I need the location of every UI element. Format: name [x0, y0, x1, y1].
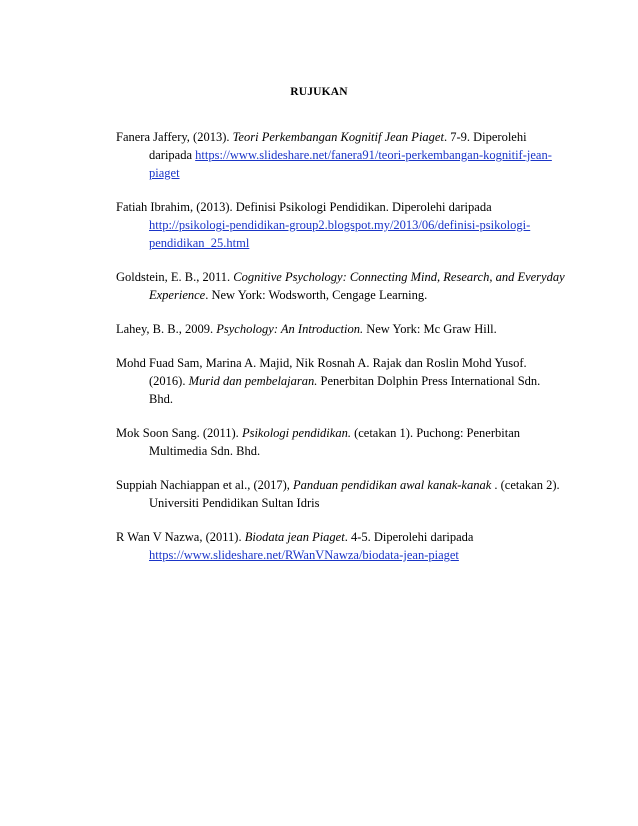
reference-text: Fanera Jaffery, (2013).	[116, 130, 233, 144]
reference-text: Multimedia Sdn. Bhd.	[149, 444, 261, 458]
reference-entry	[116, 320, 566, 338]
reference-text: Lahey, B. B., 2009.	[116, 322, 217, 336]
reference-line	[116, 390, 566, 408]
reference-entry	[116, 354, 566, 408]
reference-line	[116, 546, 566, 564]
page-title: RUJUKAN	[290, 86, 348, 98]
reference-link[interactable]: http://psikologi-pendidikan-group2.blogspot.my/2013/06/definisi-psikologi-	[149, 218, 531, 232]
reference-entry	[116, 128, 566, 182]
reference-text: daripada	[149, 148, 196, 162]
reference-line	[116, 146, 566, 164]
reference-text: Mohd Fuad Sam, Marina A. Majid, Nik Rosnah A. Rajak dan Roslin Mohd Yusof.	[116, 356, 527, 370]
reference-line	[116, 320, 566, 338]
reference-link[interactable]: https://www.slideshare.net/fanera91/teori-perkembangan-kognitif-jean-	[195, 148, 552, 162]
reference-text: New York: Mc Graw Hill.	[363, 322, 497, 336]
reference-line	[116, 216, 566, 234]
reference-title: Psychology: An Introduction.	[216, 322, 364, 336]
reference-entry	[116, 268, 566, 304]
reference-text: Suppiah Nachiappan et al., (2017),	[116, 478, 294, 492]
reference-line	[116, 164, 566, 182]
reference-line	[116, 234, 566, 252]
reference-text: R Wan V Nazwa, (2011).	[116, 530, 245, 544]
reference-line	[116, 198, 566, 216]
reference-line	[116, 354, 566, 372]
reference-title: Psikologi pendidikan.	[241, 426, 351, 440]
reference-text: Mok Soon Sang. (2011).	[116, 426, 242, 440]
reference-entry	[116, 424, 566, 460]
reference-line	[116, 442, 566, 460]
reference-list	[116, 128, 566, 580]
reference-text: Goldstein, E. B., 2011.	[116, 270, 234, 284]
reference-line	[116, 494, 566, 512]
reference-title: Teori Perkembangan Kognitif Jean Piaget	[232, 130, 444, 144]
reference-line	[116, 128, 566, 146]
reference-text: Universiti Pendidikan Sultan Idris	[149, 496, 320, 510]
reference-link[interactable]: https://www.slideshare.net/RWanVNawza/biodata-jean-piaget	[149, 548, 459, 562]
reference-title: Cognitive Psychology: Connecting Mind, Research, and Everyday	[233, 270, 565, 284]
reference-title: Experience	[149, 288, 206, 302]
reference-line	[116, 424, 566, 442]
reference-link[interactable]: piaget	[149, 166, 180, 180]
reference-entry	[116, 476, 566, 512]
reference-line	[116, 286, 566, 304]
reference-title: Panduan pendidikan awal kanak-kanak	[293, 478, 492, 492]
reference-text: Penerbitan Dolphin Press International Sdn.	[317, 374, 541, 388]
reference-entry	[116, 198, 566, 252]
reference-title: Murid dan pembelajaran.	[188, 374, 318, 388]
reference-text: Fatiah Ibrahim, (2013). Definisi Psikologi Pendidikan. Diperolehi daripada	[116, 200, 492, 214]
reference-text: Bhd.	[149, 392, 173, 406]
reference-text: . (cetakan 2).	[491, 478, 560, 492]
reference-title: Biodata jean Piaget	[244, 530, 345, 544]
reference-line	[116, 268, 566, 286]
reference-text: . 7-9. Diperolehi	[443, 130, 527, 144]
reference-line	[116, 528, 566, 546]
reference-link[interactable]: pendidikan_25.html	[149, 236, 250, 250]
reference-text: . New York: Wodsworth, Cengage Learning.	[205, 288, 428, 302]
reference-text: (cetakan 1). Puchong: Penerbitan	[350, 426, 520, 440]
reference-text: . 4-5. Diperolehi daripada	[344, 530, 474, 544]
reference-line	[116, 476, 566, 494]
reference-entry	[116, 528, 566, 564]
reference-text: (2016).	[149, 374, 189, 388]
reference-line	[116, 372, 566, 390]
